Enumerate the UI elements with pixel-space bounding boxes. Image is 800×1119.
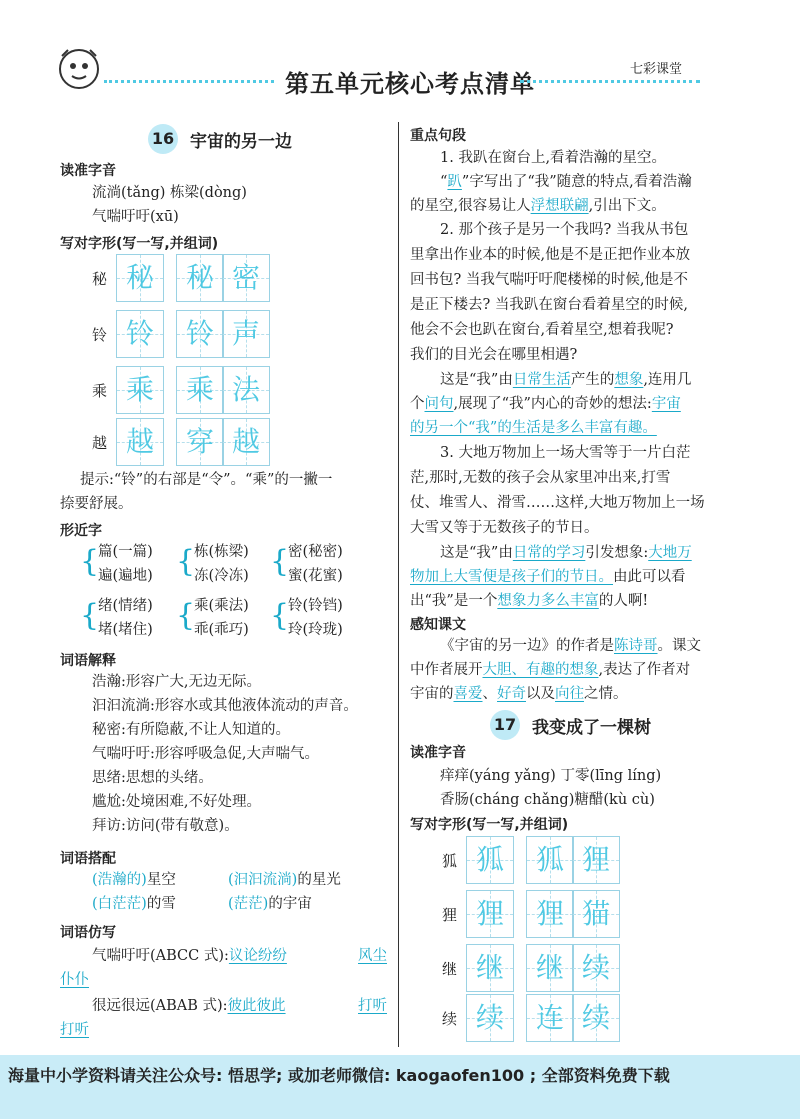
key-line: 大雪又等于无数孩子的节日。 <box>410 520 599 536</box>
key-line: 的另一个“我”的生活是多么丰富有趣。 <box>410 420 657 436</box>
key-line: 我们的目光会在哪里相遇? <box>410 347 578 363</box>
read-line: 流淌(tǎng) 栋梁(dòng) <box>92 185 247 201</box>
write-box: 乘 <box>116 366 164 414</box>
brand-label: 七彩课堂 <box>630 62 683 77</box>
key-label: 重点句段 <box>410 128 466 144</box>
lesson-number: 16 <box>148 124 178 154</box>
write-box: 声 <box>222 310 270 358</box>
mascot-icon <box>56 46 102 92</box>
write-box: 秘 <box>176 254 224 302</box>
match-line: (白茫茫)的雪 <box>92 896 176 912</box>
key-line: 这是“我”由日常的学习引发想象:大地万 <box>440 545 692 561</box>
write-box: 继 <box>466 944 514 992</box>
imitate-label: 词语仿写 <box>60 925 116 941</box>
key-line: 2. 那个孩子是另一个我吗? 当我从书包 <box>440 222 689 238</box>
write-box: 法 <box>222 366 270 414</box>
feel-line: 中作者展开大胆、有趣的想象,表达了作者对 <box>410 662 691 678</box>
page-title: 第五单元核心考点清单 <box>285 70 535 98</box>
write-grid-left <box>60 254 270 464</box>
explain-line: 浩瀚:形容广大,无边无际。 <box>92 674 261 690</box>
column-divider <box>398 122 399 1047</box>
key-line: “趴”字写出了“我”随意的特点,看着浩瀚 <box>440 174 692 190</box>
header-dots-left <box>104 80 274 83</box>
write-label: 写对字形(写一写,并组词) <box>60 236 219 252</box>
lesson-16-heading <box>148 124 292 154</box>
key-line: 茫,那时,无数的孩子会从家里冲出来,打雪 <box>410 470 671 486</box>
write-box: 秘 <box>116 254 164 302</box>
header-dots-right <box>520 80 700 83</box>
write-box: 铃 <box>176 310 224 358</box>
key-line: 这是“我”由日常生活产生的想象,连用几 <box>440 372 692 388</box>
write-char: 继 <box>442 960 458 978</box>
write-box: 续 <box>572 994 620 1042</box>
write-box: 狸 <box>466 890 514 938</box>
imitate-answer: 风尘 <box>358 948 387 964</box>
write-box: 连 <box>526 994 574 1042</box>
write-char: 狸 <box>442 906 458 924</box>
similar-label: 形近字 <box>60 523 102 539</box>
key-line: 回书包? 当我气喘吁吁爬楼梯的时候,他是不 <box>410 272 688 288</box>
explain-line: 拜访:访问(带有敬意)。 <box>92 818 239 834</box>
read-label: 读准字音 <box>410 745 466 761</box>
write-grid-right <box>410 836 630 1046</box>
write-char: 秘 <box>92 270 108 288</box>
imitate-answer: 打听 <box>358 998 387 1014</box>
read-line: 香肠(cháng chǎng)糖醋(kù cù) <box>440 792 655 808</box>
write-box: 密 <box>222 254 270 302</box>
key-line: 他会不会也趴在窗台,看着星空,想着我呢? <box>410 322 674 338</box>
write-box: 猫 <box>572 890 620 938</box>
write-box: 继 <box>526 944 574 992</box>
write-box: 狸 <box>572 836 620 884</box>
key-line: 是正下楼去? 当我趴在窗台看着星空的时候, <box>410 297 688 313</box>
write-char: 狐 <box>442 852 458 870</box>
key-line: 里拿出作业本的时候,他是不是正把作业本放 <box>410 247 691 263</box>
write-char: 铃 <box>92 326 108 344</box>
explain-line: 尴尬:处境困难,不好处理。 <box>92 794 261 810</box>
explain-label: 词语解释 <box>60 653 116 669</box>
explain-line: 秘密:有所隐蔽,不让人知道的。 <box>92 722 290 738</box>
write-box: 狐 <box>466 836 514 884</box>
imitate-answer: 仆仆 <box>60 972 89 988</box>
tip-line: 捺要舒展。 <box>60 496 133 512</box>
write-label: 写对字形(写一写,并组词) <box>410 817 569 833</box>
key-line: 仗、堆雪人、滑雪……这样,大地万物加上一场 <box>410 495 705 511</box>
write-box: 续 <box>466 994 514 1042</box>
key-line: 1. 我趴在窗台上,看着浩瀚的星空。 <box>440 150 667 166</box>
explain-line: 汩汩流淌:形容水或其他液体流动的声音。 <box>92 698 358 714</box>
imitate-answer: 打听 <box>60 1022 89 1038</box>
feel-label: 感知课文 <box>410 617 466 633</box>
write-box: 乘 <box>176 366 224 414</box>
key-line: 的星空,很容易让人浮想联翩,引出下文。 <box>410 198 666 214</box>
lesson-title: 我变成了一棵树 <box>532 717 651 738</box>
write-box: 越 <box>116 418 164 466</box>
read-line: 气喘吁吁(xū) <box>92 209 179 225</box>
key-line: 3. 大地万物加上一场大雪等于一片白茫 <box>440 445 691 461</box>
imitate-line: 气喘吁吁(ABCC 式):议论纷纷 <box>92 948 287 964</box>
match-line: (浩瀚的)星空 <box>92 872 176 888</box>
feel-line: 宇宙的喜爱、好奇以及向往之情。 <box>410 686 628 702</box>
lesson-17-heading <box>490 710 651 740</box>
read-label: 读准字音 <box>60 163 116 179</box>
write-box: 穿 <box>176 418 224 466</box>
key-line: 物加上大雪便是孩子们的节日。由此可以看 <box>410 569 686 585</box>
footer-text: 海量中小学资料请关注公众号: 悟思学; 或加老师微信: kaogaofen100 ; 全部资料免费下载 <box>8 1066 670 1085</box>
lesson-number: 17 <box>490 710 520 740</box>
write-box: 续 <box>572 944 620 992</box>
read-line: 痒痒(yáng yǎng) 丁零(līng líng) <box>440 768 662 784</box>
match-label: 词语搭配 <box>60 851 116 867</box>
write-char: 越 <box>92 434 108 452</box>
write-box: 越 <box>222 418 270 466</box>
write-box: 狸 <box>526 890 574 938</box>
write-box: 铃 <box>116 310 164 358</box>
lesson-title: 宇宙的另一边 <box>190 131 292 152</box>
key-line: 出“我”是一个想象力多么丰富的人啊! <box>410 593 649 609</box>
tip-line: 提示:“铃”的右部是“令”。“乘”的一撇一 <box>80 472 333 488</box>
write-char: 续 <box>442 1010 458 1028</box>
explain-line: 思绪:思想的头绪。 <box>92 770 213 786</box>
write-char: 乘 <box>92 382 108 400</box>
explain-line: 气喘吁吁:形容呼吸急促,大声喘气。 <box>92 746 319 762</box>
match-line: (汩汩流淌)的星光 <box>228 872 341 888</box>
write-box: 狐 <box>526 836 574 884</box>
feel-line: 《宇宙的另一边》的作者是陈诗哥。课文 <box>440 638 701 654</box>
imitate-line: 很远很远(ABAB 式):彼此彼此 <box>92 998 286 1014</box>
match-line: (茫茫)的宇宙 <box>228 896 312 912</box>
key-line: 个问句,展现了“我”内心的奇妙的想法:宇宙 <box>410 396 681 412</box>
